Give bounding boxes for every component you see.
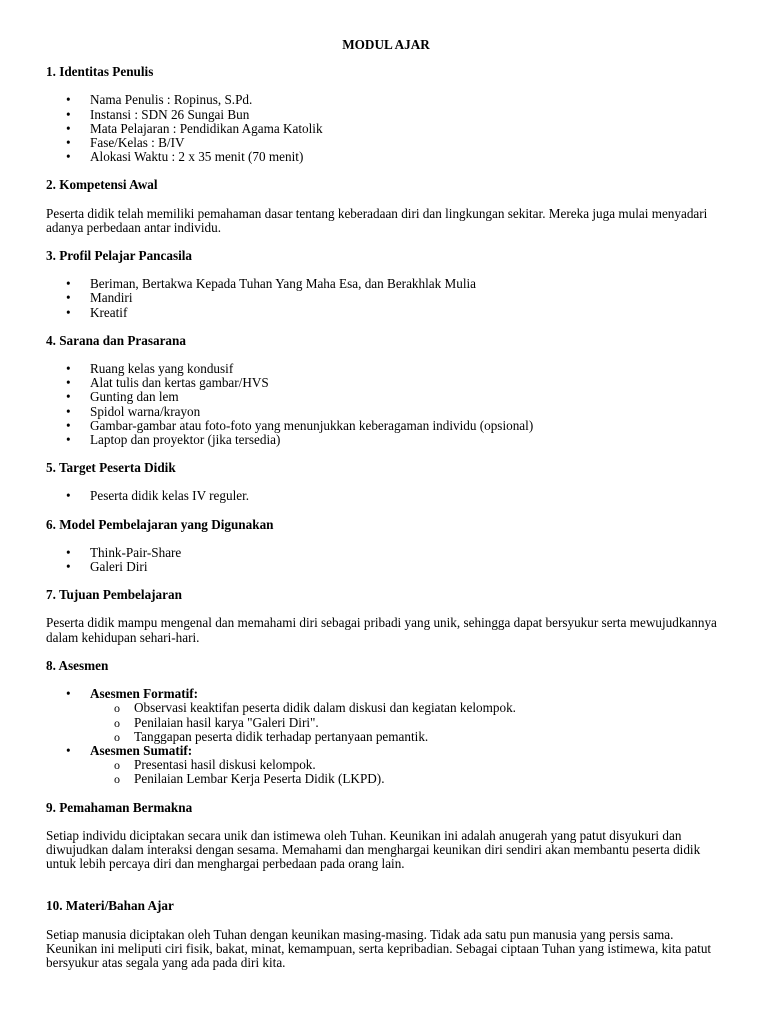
target-list [46, 489, 726, 503]
kompetensi-awal-text: Peserta didik telah memiliki pemahaman dasar tentang keberadaan diri dan lingkungan sekitar. Mereka juga mulai menyadari adanya perbedaan antar individu. [46, 205, 708, 235]
document-title: MODUL AJAR [342, 37, 430, 52]
section-heading-materi-bahan-ajar: 10. Materi/Bahan Ajar [46, 898, 174, 914]
asesmen-formatif-sublist [90, 701, 726, 744]
asesmen-sumatif-label: Asesmen Sumatif: [90, 742, 193, 758]
section-heading-tujuan-pembelajaran: 7. Tujuan Pembelajaran [46, 587, 182, 603]
document-page [46, 38, 726, 984]
section-heading-pemahaman-bermakna: 9. Pemahaman Bermakna [46, 799, 193, 815]
list-item: • Fase/Kelas : B/IV [46, 136, 726, 150]
section-heading-model-pembelajaran: 6. Model Pembelajaran yang Digunakan [46, 516, 274, 532]
section-heading-target-peserta: 5. Target Peserta Didik [46, 460, 176, 476]
tujuan-text: Peserta didik mampu mengenal dan memahami diri sebagai pribadi yang unik, sehingga dapat bersyukur serta mewujudkannya dalam kehidupan sehari-hari. [46, 615, 717, 645]
profil-list [46, 277, 726, 320]
list-item: • Kreatif [46, 306, 726, 320]
list-item: • Gambar-gambar atau foto-foto yang menunjukkan keberagaman individu (opsional) [46, 419, 726, 433]
list-item: • Ruang kelas yang kondusif [46, 362, 726, 376]
list-item: • Alat tulis dan kertas gambar/HVS [46, 376, 726, 390]
sub-list-item: o Penilaian hasil karya "Galeri Diri". [90, 716, 726, 730]
asesmen-formatif-item [46, 687, 726, 744]
identitas-list [46, 93, 726, 164]
section-heading-kompetensi-awal: 2. Kompetensi Awal [46, 177, 158, 193]
sub-list-item: o Presentasi hasil diskusi kelompok. [90, 758, 726, 772]
pemahaman-text: Setiap individu diciptakan secara unik dan istimewa oleh Tuhan. Keunikan ini adalah anugerah yang patut disyukuri dan diwujudkan dalam interaksi dengan sesama. Memahami dan menghargai keunikan diri sendiri akan membantu peserta didik untuk lebih percaya diri dan menghargai perbedaan pada orang lain. [46, 827, 701, 872]
list-item: • Think-Pair-Share [46, 546, 726, 560]
list-item: • Gunting dan lem [46, 390, 726, 404]
list-item: • Alokasi Waktu : 2 x 35 menit (70 menit) [46, 150, 726, 164]
list-item: • Laptop dan proyektor (jika tersedia) [46, 433, 726, 447]
list-item: • Nama Penulis : Ropinus, S.Pd. [46, 93, 726, 107]
list-item: • Mandiri [46, 291, 726, 305]
materi-text: Setiap manusia diciptakan oleh Tuhan dengan keunikan masing-masing. Tidak ada satu pun manusia yang persis sama. Keunikan ini meliputi ciri fisik, bakat, minat, kemampuan, serta kepribadian. Sebagai ciptaan Tuhan yang istimewa, kita patut bersyukur atas segala yang ada pada diri kita. [46, 926, 712, 970]
section-heading-identitas-penulis: 1. Identitas Penulis [46, 64, 154, 80]
section-heading-sarana-prasarana: 4. Sarana dan Prasarana [46, 332, 186, 348]
model-list [46, 546, 726, 574]
sub-list-item: o Tanggapan peserta didik terhadap pertanyaan pemantik. [90, 730, 726, 744]
section-heading-asesmen: 8. Asesmen [46, 657, 109, 673]
list-item: • Peserta didik kelas IV reguler. [46, 489, 726, 503]
sub-list-item: o Observasi keaktifan peserta didik dalam diskusi dan kegiatan kelompok. [90, 701, 726, 715]
list-item: • Instansi : SDN 26 Sungai Bun [46, 108, 726, 122]
asesmen-list [46, 687, 726, 786]
list-item: • Spidol warna/krayon [46, 405, 726, 419]
list-item: • Mata Pelajaran : Pendidikan Agama Katolik [46, 122, 726, 136]
sarana-list [46, 362, 726, 447]
blank-line [46, 885, 726, 899]
asesmen-sumatif-item [46, 744, 726, 787]
section-heading-profil-pelajar: 3. Profil Pelajar Pancasila [46, 248, 193, 264]
list-item: • Galeri Diri [46, 560, 726, 574]
asesmen-formatif-label: Asesmen Formatif: [90, 686, 199, 702]
asesmen-sumatif-sublist [90, 758, 726, 786]
sub-list-item: o Penilaian Lembar Kerja Peserta Didik (LKPD). [90, 772, 726, 786]
list-item: • Beriman, Bertakwa Kepada Tuhan Yang Maha Esa, dan Berakhlak Mulia [46, 277, 726, 291]
